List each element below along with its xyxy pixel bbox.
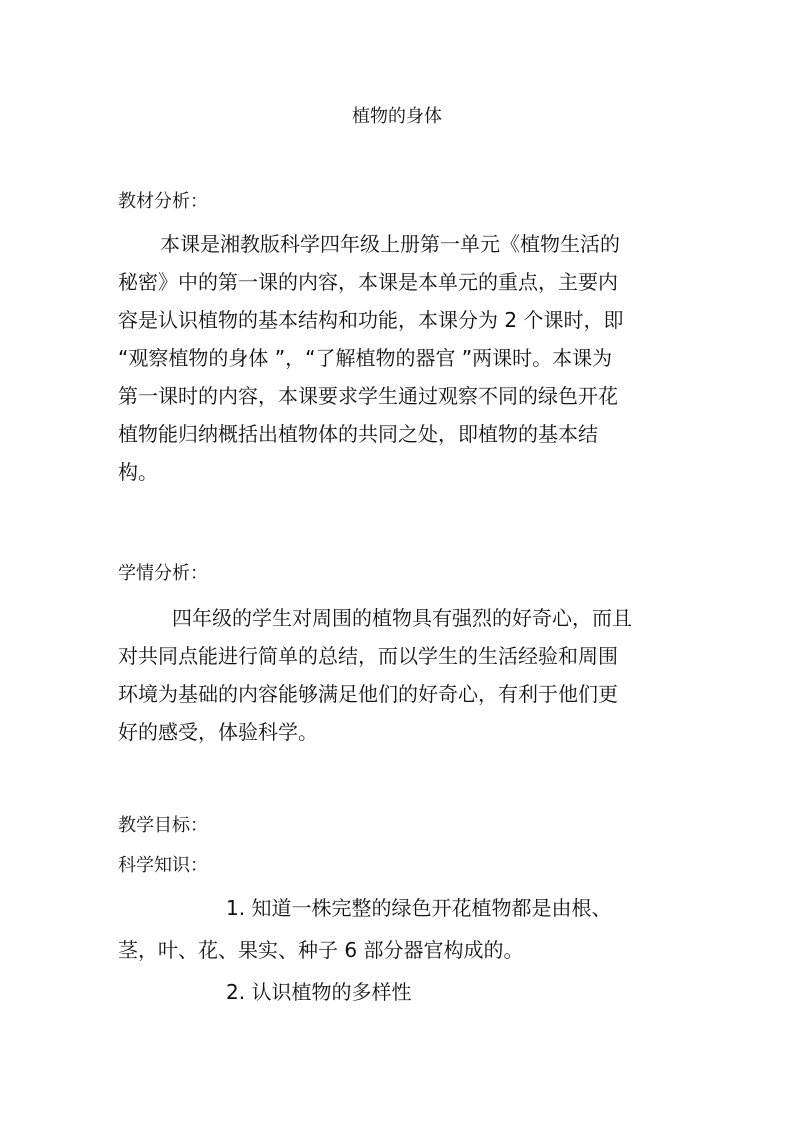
section-heading-teaching-goals: 教学目标： xyxy=(118,815,208,836)
page-title: 植物的身体 xyxy=(352,106,442,127)
paragraph-line: 对共同点能进行简单的总结，而以学生的生活经验和周围 xyxy=(118,644,618,668)
paragraph-line: 秘密》中的第一课的内容，本课是本单元的重点，主要内 xyxy=(118,270,618,294)
goal-item-2: 2. 认识植物的多样性 xyxy=(226,980,412,1004)
subsection-heading-science-knowledge: 科学知识： xyxy=(118,855,208,876)
goal-item-1-continued: 茎，叶、花、果实、种子 6 部分器官构成的。 xyxy=(118,938,524,962)
paragraph-line: 植物能归纳概括出植物体的共同之处，即植物的基本结 xyxy=(118,422,598,446)
goal-item-1: 1. 知道一株完整的绿色开花植物都是由根、 xyxy=(226,896,612,920)
paragraph-line: 好的感受，体验科学。 xyxy=(118,720,318,744)
paragraph-line: 环境为基础的内容能够满足他们的好奇心，有利于他们更 xyxy=(118,682,618,706)
paragraph-line: 四年级的学生对周围的植物具有强烈的好奇心，而且 xyxy=(172,606,632,630)
paragraph-line: “观察植物的身体 ”，“了解植物的器官 ”两课时。本课为 xyxy=(118,346,613,370)
section-heading-textbook-analysis: 教材分析： xyxy=(118,191,208,212)
section-heading-learner-analysis: 学情分析： xyxy=(118,563,208,584)
paragraph-line: 构。 xyxy=(118,460,158,484)
paragraph-line: 第一课时的内容，本课要求学生通过观察不同的绿色开花 xyxy=(118,384,618,408)
paragraph-line: 本课是湘教版科学四年级上册第一单元《植物生活的 xyxy=(160,232,620,256)
paragraph-line: 容是认识植物的基本结构和功能，本课分为 2 个课时，即 xyxy=(118,308,624,332)
